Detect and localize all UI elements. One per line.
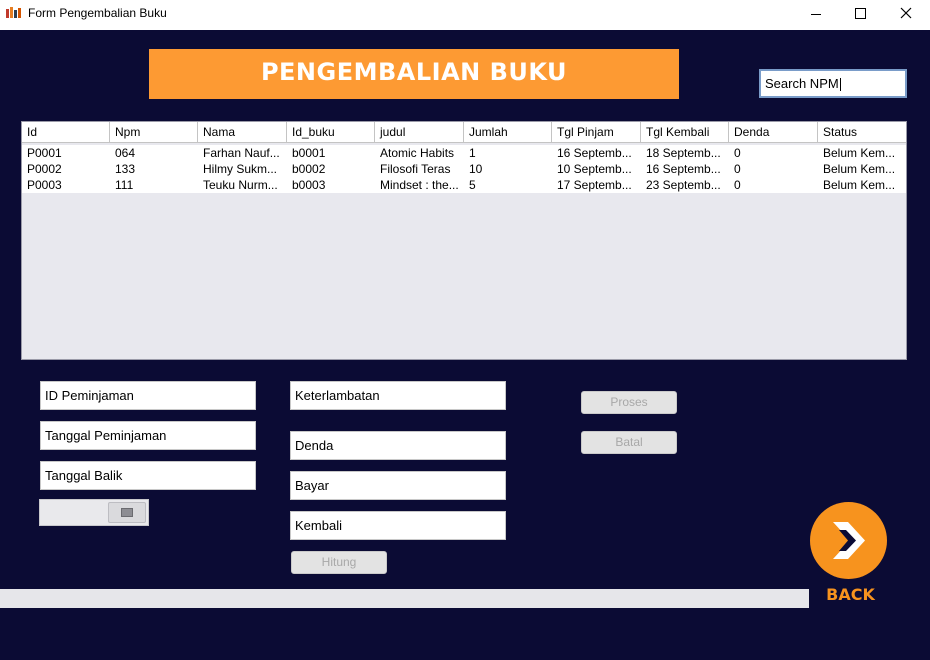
table-cell: 064 [115,146,136,160]
table-cell: 0 [734,162,741,176]
column-header[interactable]: Npm [110,122,198,142]
title-bar [0,0,930,30]
main-panel [0,30,930,660]
table-cell: 17 Septemb... [557,178,632,192]
keterlambatan-field[interactable]: Keterlambatan [290,381,506,410]
table-cell: b0001 [292,146,326,160]
table-cell: Belum Kem... [823,146,896,160]
status-bar [0,589,809,608]
table-cell: Belum Kem... [823,162,896,176]
table-cell: 18 Septemb... [646,146,721,160]
column-header[interactable]: Id_buku [287,122,375,142]
table-cell: 0 [734,146,741,160]
column-header[interactable]: judul [375,122,464,142]
table-cell: 5 [469,178,476,192]
table-cell: 23 Septemb... [646,178,721,192]
table-cell: P0003 [27,178,62,192]
denda-field[interactable]: Denda [290,431,506,460]
bayar-field[interactable]: Bayar [290,471,506,500]
search-npm-value: Search NPM [765,76,839,91]
table-cell: 10 Septemb... [557,162,632,176]
table-cell: Atomic Habits [380,146,455,160]
chevron-right-icon [810,502,887,579]
table-cell: 16 Septemb... [646,162,721,176]
proses-button[interactable]: Proses [581,391,677,414]
table-cell: 16 Septemb... [557,146,632,160]
back-label[interactable]: BACK [826,585,875,604]
maximize-button[interactable] [838,0,884,30]
text-caret [840,78,841,91]
kembali-field[interactable]: Kembali [290,511,506,540]
id-peminjaman-field[interactable]: ID Peminjaman [40,381,256,410]
table-row[interactable] [22,161,906,177]
table-cell: b0002 [292,162,326,176]
minimize-icon [793,0,839,30]
column-header[interactable]: Tgl Pinjam [552,122,641,142]
table-cell: 1 [469,146,476,160]
column-header[interactable]: Nama [198,122,287,142]
window-title: Form Pengembalian Buku [28,6,167,20]
maximize-icon [838,0,884,30]
calendar-button[interactable] [108,502,146,523]
column-header[interactable]: Denda [729,122,818,142]
column-header[interactable]: Id [22,122,110,142]
close-icon [884,0,930,30]
borrow-table[interactable] [21,121,907,360]
table-header [22,122,906,143]
table-cell: Belum Kem... [823,178,896,192]
table-cell: P0001 [27,146,62,160]
java-app-icon [6,7,22,19]
table-cell: Hilmy Sukm... [203,162,278,176]
table-cell: 0 [734,178,741,192]
table-cell: 10 [469,162,483,176]
tanggal-balik-field[interactable]: Tanggal Balik [40,461,256,490]
table-row[interactable] [22,145,906,161]
batal-button[interactable]: Batal [581,431,677,454]
column-header[interactable]: Status [823,125,858,139]
search-npm-input[interactable] [759,69,907,98]
table-cell: Farhan Nauf... [203,146,280,160]
close-button[interactable] [884,0,930,30]
tanggal-peminjaman-field[interactable]: Tanggal Peminjaman [40,421,256,450]
calendar-icon [121,508,133,517]
table-cell: Teuku Nurm... [203,178,278,192]
column-header[interactable]: Jumlah [464,122,552,142]
table-cell: b0003 [292,178,326,192]
column-header[interactable]: Tgl Kembali [641,122,729,142]
table-row[interactable] [22,177,906,193]
table-cell: 111 [115,178,134,192]
hitung-button[interactable]: Hitung [291,551,387,574]
date-chooser[interactable] [39,499,149,526]
table-cell: 133 [115,162,136,176]
table-cell: Mindset : the... [380,178,459,192]
back-button[interactable] [810,502,887,579]
table-cell: P0002 [27,162,62,176]
minimize-button[interactable] [793,0,839,30]
table-cell: Filosofi Teras [380,162,451,176]
page-title: PENGEMBALIAN BUKU [149,49,679,99]
